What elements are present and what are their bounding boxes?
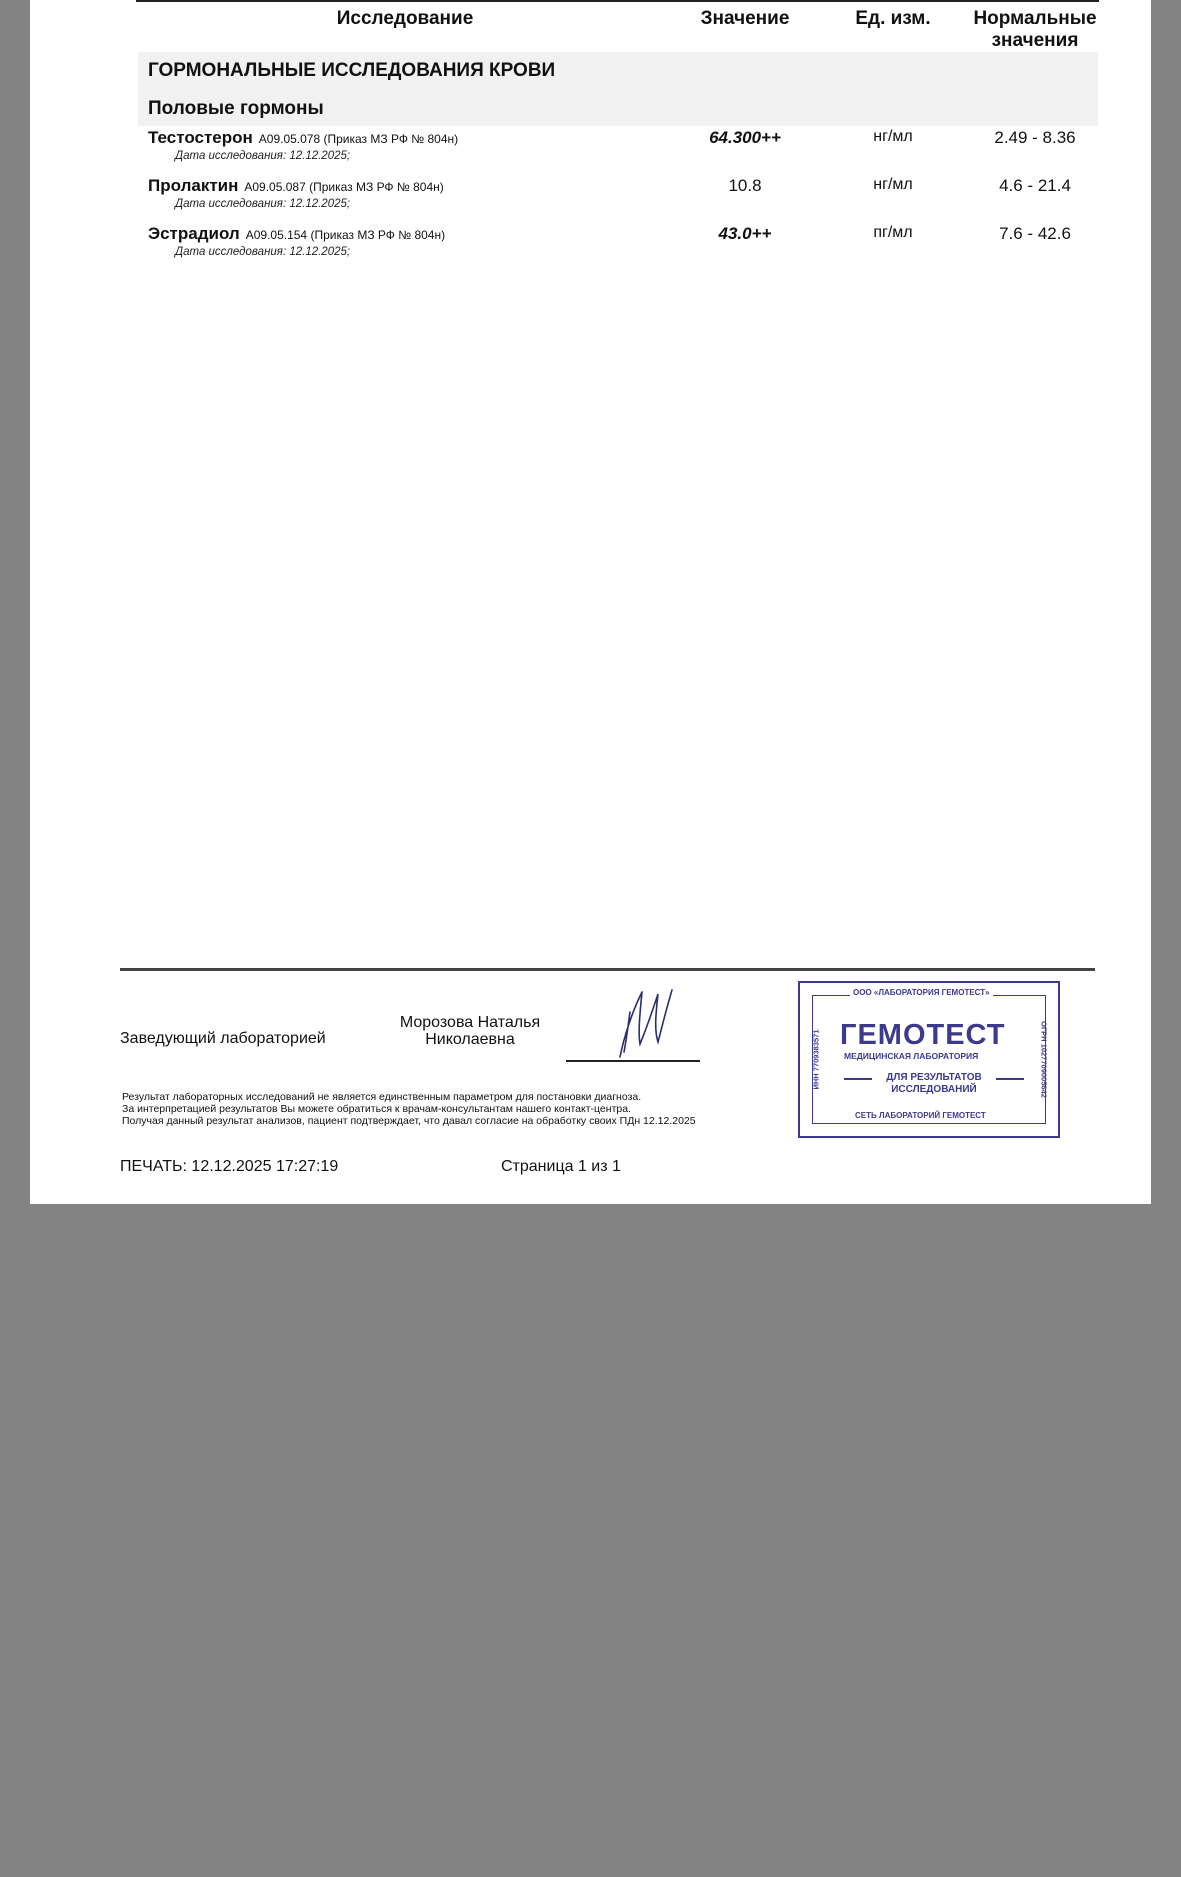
result-value: 43.0++ [718, 224, 772, 243]
stamp-dash-right [996, 1078, 1024, 1080]
disclaimer-line-2: За интерпретацией результатов Вы можете обратиться к врачам-консультантам нашего контакт-центра. [122, 1103, 631, 1115]
result-row-prolactin [30, 176, 1151, 224]
section-title: ГОРМОНАЛЬНЫЕ ИССЛЕДОВАНИЯ КРОВИ [148, 60, 556, 81]
stamp-ogrn: ОГРН 1027709005642 [1039, 1021, 1049, 1098]
disclaimer-line-3: Получая данный результат анализов, пациент подтверждает, что давал согласие на обработку своих ПДн 12.12.2025 [122, 1115, 696, 1127]
stamp-bottom-text: СЕТЬ ЛАБОРАТОРИЙ ГЕМОТЕСТ [852, 1111, 989, 1120]
column-header-norm-line2: значения [991, 30, 1079, 51]
result-norm: 2.49 - 8.36 [994, 128, 1076, 147]
page-number: Страница 1 из 1 [501, 1158, 621, 1175]
stamp-line-2: ИССЛЕДОВАНИЙ [891, 1084, 977, 1095]
table-top-rule [136, 0, 1099, 2]
lab-head-name [370, 1014, 570, 1048]
column-header-norm-line1: Нормальные [973, 8, 1097, 29]
disclaimer-line-1: Результат лабораторных исследований не является единственным параметром для постановки диагноза. [122, 1091, 642, 1103]
column-header-norm [940, 8, 1130, 52]
stamp-line-1: ДЛЯ РЕЗУЛЬТАТОВ [886, 1072, 982, 1083]
result-unit: пг/мл [873, 224, 913, 241]
column-header-study: Исследование [336, 8, 474, 29]
footer-rule [120, 968, 1095, 971]
lab-head-label: Заведующий лабораторией [120, 1030, 326, 1047]
stamp-dash-left [844, 1078, 872, 1080]
result-value: 10.8 [728, 176, 762, 195]
disclaimer [122, 1091, 782, 1127]
column-header-unit: Ед. изм. [855, 8, 931, 29]
result-name: Пролактин [148, 176, 239, 195]
result-value: 64.300++ [709, 128, 781, 147]
result-name: Тестостерон [148, 128, 253, 147]
result-date: Дата исследования: 12.12.2025; [175, 246, 351, 258]
result-date: Дата исследования: 12.12.2025; [175, 150, 351, 162]
result-norm: 7.6 - 42.6 [999, 224, 1071, 243]
result-norm: 4.6 - 21.4 [999, 176, 1071, 195]
result-unit: нг/мл [873, 128, 913, 145]
lab-stamp [798, 981, 1060, 1138]
lab-head-name-line2: Николаевна [425, 1031, 515, 1048]
print-timestamp: ПЕЧАТЬ: 12.12.2025 17:27:19 [120, 1158, 339, 1175]
lab-head-name-line1: Морозова Наталья [399, 1014, 541, 1031]
stamp-top-text: ООО «ЛАБОРАТОРИЯ ГЕМОТЕСТ» [850, 988, 993, 997]
result-code: A09.05.154 (Приказ МЗ РФ № 804н) [245, 228, 446, 242]
stamp-brand: ГЕМОТЕСТ [840, 1019, 1006, 1051]
result-code: A09.05.087 (Приказ МЗ РФ № 804н) [244, 180, 444, 194]
stamp-inn: ИНН 7709383571 [811, 1029, 821, 1090]
group-title: Половые гормоны [148, 98, 324, 119]
signature [590, 982, 700, 1062]
signature-line [566, 1060, 700, 1062]
result-date: Дата исследования: 12.12.2025; [175, 198, 351, 210]
column-header-value: Значение [700, 8, 790, 29]
result-row-estradiol [30, 224, 1151, 272]
result-code: A09.05.078 (Приказ МЗ РФ № 804н) [258, 132, 459, 146]
result-unit: нг/мл [873, 176, 913, 193]
result-row-testosterone [30, 128, 1151, 176]
report-page [30, 0, 1151, 1204]
result-name: Эстрадиол [148, 224, 240, 243]
stamp-subtitle: МЕДИЦИНСКАЯ ЛАБОРАТОРИЯ [844, 1051, 979, 1061]
